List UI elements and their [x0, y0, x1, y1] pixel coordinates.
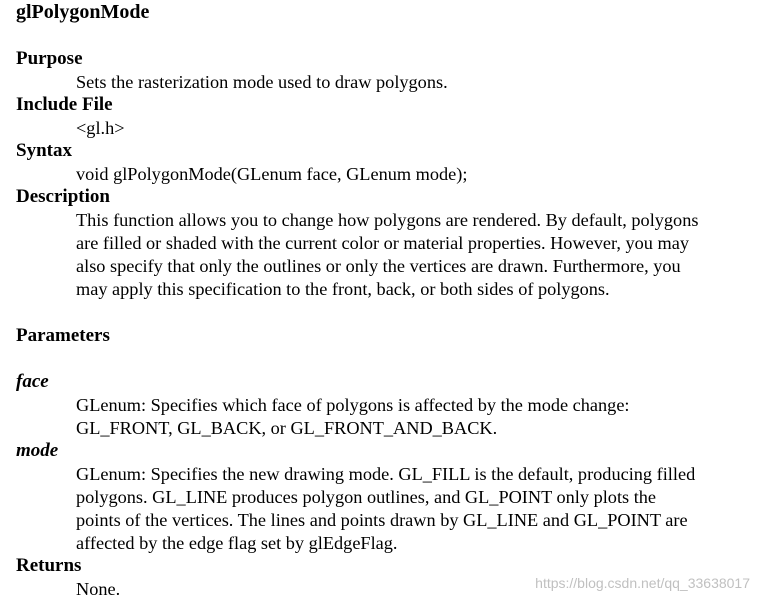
parameters-heading: Parameters [16, 325, 110, 346]
syntax-heading: Syntax [16, 140, 72, 161]
param-mode-line: GLenum: Specifies the new drawing mode. GL_FILL is the default, producing filled [76, 464, 696, 484]
param-face-name: face [16, 371, 49, 392]
description-heading: Description [16, 186, 110, 207]
param-mode-line: points of the vertices. The lines and points drawn by GL_LINE and GL_POINT are [76, 510, 688, 530]
description-line: This function allows you to change how polygons are rendered. By default, polygons [76, 210, 699, 230]
syntax-text: void glPolygonMode(GLenum face, GLenum mode); [76, 164, 468, 184]
param-mode-line: polygons. GL_LINE produces polygon outlines, and GL_POINT only plots the [76, 487, 657, 507]
description-line: are filled or shaded with the current color or material properties. However, you may [76, 233, 689, 253]
include-file-text: <gl.h> [76, 118, 125, 138]
returns-text: None. [76, 579, 121, 599]
param-face-line: GLenum: Specifies which face of polygons is affected by the mode change: [76, 395, 630, 415]
purpose-text: Sets the rasterization mode used to draw polygons. [76, 72, 448, 92]
page-title: glPolygonMode [16, 1, 150, 23]
param-face-line: GL_FRONT, GL_BACK, or GL_FRONT_AND_BACK. [76, 418, 498, 438]
param-mode-name: mode [16, 440, 59, 461]
purpose-heading: Purpose [16, 48, 83, 69]
watermark: https://blog.csdn.net/qq_33638017 [535, 575, 750, 591]
returns-heading: Returns [16, 555, 82, 576]
include-file-heading: Include File [16, 94, 113, 115]
description-line: also specify that only the outlines or only the vertices are drawn. Furthermore, you [76, 256, 681, 276]
param-mode-line: affected by the edge flag set by glEdgeFlag. [76, 533, 398, 553]
description-line: may apply this specification to the front, back, or both sides of polygons. [76, 279, 610, 299]
